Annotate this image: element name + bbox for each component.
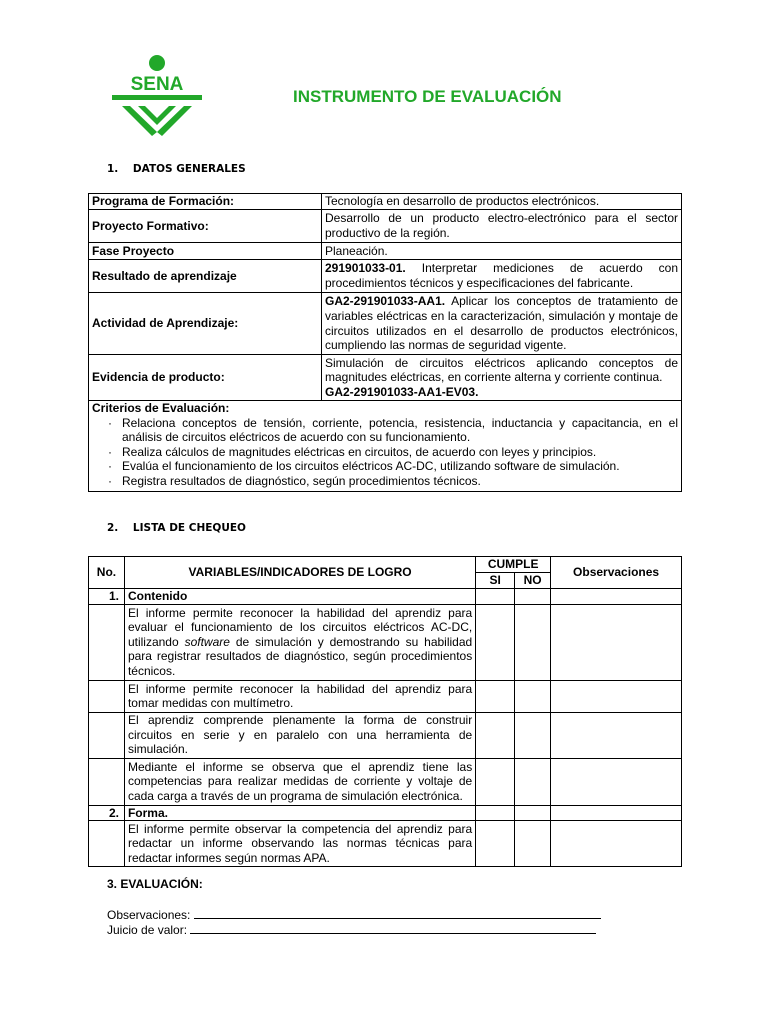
bullet-icon: · xyxy=(108,444,112,459)
indicator-text: El aprendiz comprende plenamente la forma de construir circuitos en serie y en paralelo con una herramienta de simulación. xyxy=(124,712,475,758)
table-row xyxy=(89,604,682,680)
logo-text: SENA xyxy=(130,74,184,95)
no-checkbox-cell[interactable] xyxy=(515,604,551,680)
observations-cell[interactable] xyxy=(551,680,682,712)
table-row xyxy=(89,194,682,210)
criteria-cell xyxy=(89,401,682,492)
table-row xyxy=(89,712,682,758)
no-checkbox-cell[interactable] xyxy=(515,805,551,821)
si-checkbox-cell[interactable] xyxy=(476,680,515,712)
list-item: · Evalúa el funcionamiento de los circuitos eléctricos AC-DC, utilizando software de simulación. xyxy=(92,459,678,474)
section-heading-lista-chequeo: 2. LISTA DE CHEQUEO xyxy=(107,522,246,534)
header-cumple: CUMPLE xyxy=(476,557,551,573)
row-value: Desarrollo de un producto electro-electrónico para el sector productivo de la región. xyxy=(322,210,682,243)
header-observaciones: Observaciones xyxy=(551,557,682,589)
list-item: · Realiza cálculos de magnitudes eléctricas en circuitos, de acuerdo con leyes y principios. xyxy=(92,445,678,460)
header-si: SI xyxy=(476,573,515,589)
no-checkbox-cell[interactable] xyxy=(515,712,551,758)
no-checkbox-cell[interactable] xyxy=(515,680,551,712)
bullet-icon: · xyxy=(108,473,112,488)
juicio-line xyxy=(107,922,596,937)
table-row xyxy=(89,821,682,867)
activity-text: Aplicar los conceptos de tratamiento de variables eléctricas en la caracterización, simulación y montaje de circuitos utilizados en el desarrollo de productos electrónicos, cumpliendo las normas de seguridad vigente. xyxy=(325,294,678,353)
si-checkbox-cell[interactable] xyxy=(476,805,515,821)
table-row xyxy=(89,210,682,243)
indicator-text: El informe permite reconocer la habilidad del aprendiz para tomar medidas con multímetro. xyxy=(124,680,475,712)
no-checkbox-cell[interactable] xyxy=(515,758,551,805)
row-label: Actividad de Aprendizaje: xyxy=(89,293,322,355)
row-label: Programa de Formación: xyxy=(89,194,322,210)
row-value xyxy=(322,355,682,401)
section-heading-datos-generales: 1. DATOS GENERALES xyxy=(107,163,246,175)
general-data-table xyxy=(88,193,682,492)
row-label: Fase Proyecto xyxy=(89,243,322,260)
number-cell xyxy=(89,604,125,680)
si-checkbox-cell[interactable] xyxy=(476,758,515,805)
table-row xyxy=(89,243,682,260)
no-checkbox-cell[interactable] xyxy=(515,589,551,605)
observaciones-label: Observaciones: xyxy=(107,908,194,922)
sena-logo xyxy=(112,54,202,136)
checklist-table xyxy=(88,556,682,867)
list-item: · Registra resultados de diagnóstico, según procedimientos técnicos. xyxy=(92,474,678,489)
row-label: Resultado de aprendizaje xyxy=(89,260,322,293)
bullet-icon: · xyxy=(108,459,112,474)
observations-cell[interactable] xyxy=(551,821,682,867)
table-row xyxy=(89,589,682,605)
activity-code: GA2-291901033-AA1. xyxy=(325,294,446,309)
evidence-code: GA2-291901033-AA1-EV03. xyxy=(325,384,479,399)
si-checkbox-cell[interactable] xyxy=(476,821,515,867)
observations-cell[interactable] xyxy=(551,758,682,805)
observations-cell[interactable] xyxy=(551,589,682,605)
group-title: Contenido xyxy=(124,589,475,605)
header-no-col: NO xyxy=(515,573,551,589)
bullet-icon: · xyxy=(108,415,112,430)
observations-cell[interactable] xyxy=(551,712,682,758)
indicator-text: Mediante el informe se observa que el aprendiz tiene las competencias para realizar medidas de corriente y voltaje de cada carga a través de un programa de simulación electrónica. xyxy=(124,758,475,805)
row-value: Tecnología en desarrollo de productos electrónicos. xyxy=(322,194,682,210)
logo-bar xyxy=(112,95,202,100)
document-title: INSTRUMENTO DE EVALUACIÓN xyxy=(293,87,562,106)
row-label: Evidencia de producto: xyxy=(89,355,322,401)
group-title: Forma. xyxy=(124,805,475,821)
logo-stroke-left xyxy=(122,106,157,136)
number-cell xyxy=(89,680,125,712)
si-checkbox-cell[interactable] xyxy=(476,712,515,758)
group-number: 2. xyxy=(89,805,125,821)
header-no: No. xyxy=(89,557,125,589)
table-row xyxy=(89,680,682,712)
table-row xyxy=(89,293,682,355)
table-row xyxy=(89,355,682,401)
row-value xyxy=(322,260,682,293)
indicator-text: El informe permite observar la competencia del aprendiz para redactar un informe observando las normas técnicas para redactar informes según normas APA. xyxy=(124,821,475,867)
logo-stroke-right xyxy=(157,106,192,136)
number-cell xyxy=(89,758,125,805)
number-cell xyxy=(89,821,125,867)
table-row xyxy=(89,805,682,821)
row-value: Planeación. xyxy=(322,243,682,260)
row-label: Proyecto Formativo: xyxy=(89,210,322,243)
table-row xyxy=(89,401,682,492)
observations-cell[interactable] xyxy=(551,805,682,821)
juicio-label: Juicio de valor: xyxy=(107,923,191,937)
observaciones-line xyxy=(107,907,601,922)
criteria-title: Criterios de Evaluación: xyxy=(92,401,230,415)
section-heading-evaluacion: 3. EVALUACIÓN: xyxy=(107,877,203,891)
observaciones-field[interactable] xyxy=(194,907,601,919)
group-number: 1. xyxy=(89,589,125,605)
no-checkbox-cell[interactable] xyxy=(515,821,551,867)
result-code: 291901033-01. xyxy=(325,261,406,276)
row-value xyxy=(322,293,682,355)
indicator-text: El informe permite reconocer la habilidad del aprendiz para evaluar el funcionamiento de los circuitos eléctricos AC-DC, utilizando software de simulación y demostrando su habilidad para registrar resultados de diagnóstico, según procedimientos técnicos. xyxy=(124,604,475,680)
table-row xyxy=(89,260,682,293)
list-item: · Relaciona conceptos de tensión, corriente, potencia, resistencia, inductancia y capacitancia, en el análisis de circuitos eléctricos de acuerdo con su funcionamiento. xyxy=(92,416,678,445)
juicio-field[interactable] xyxy=(190,922,596,934)
header-indicators: VARIABLES/INDICADORES DE LOGRO xyxy=(124,557,475,589)
evidence-text: Simulación de circuitos eléctricos aplicando conceptos de magnitudes eléctricas, en corriente alterna y corriente continua. xyxy=(325,355,678,385)
result-text: Interpretar mediciones de acuerdo con procedimientos técnicos y especificaciones del fabricante. xyxy=(325,261,678,290)
number-cell xyxy=(89,712,125,758)
si-checkbox-cell[interactable] xyxy=(476,604,515,680)
table-header-row xyxy=(89,557,682,573)
si-checkbox-cell[interactable] xyxy=(476,589,515,605)
table-row xyxy=(89,758,682,805)
observations-cell[interactable] xyxy=(551,604,682,680)
logo-head-icon xyxy=(149,55,165,71)
